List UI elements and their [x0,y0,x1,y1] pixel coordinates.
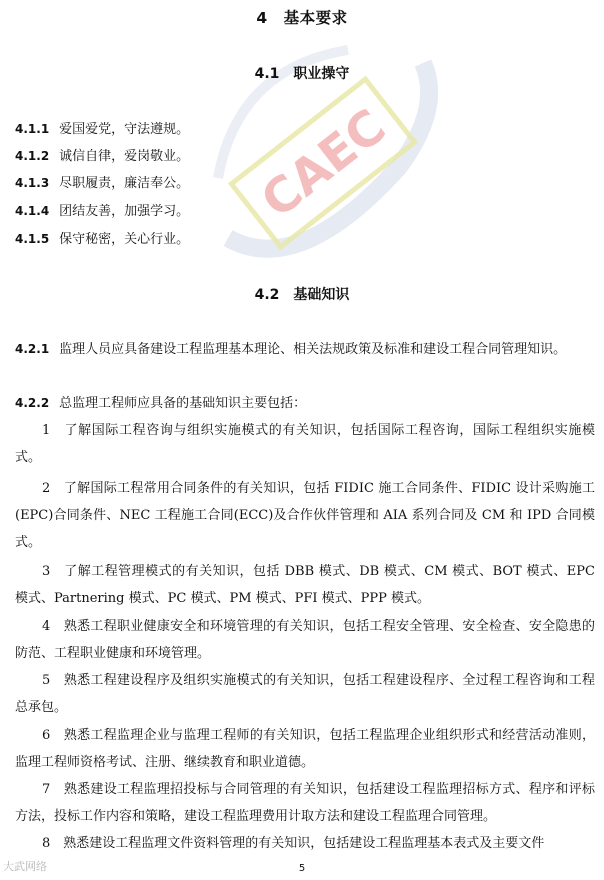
clause-number: 4.1.5 [15,232,50,246]
clause-4-1-2 [15,148,189,165]
clause-number: 4.2.1 [15,342,50,356]
logo-text: 大武网络 [3,860,47,873]
chapter-title: 4 基本要求 [256,9,348,27]
knowledge-item-1: 1 了解国际工程咨询与组织实施模式的有关知识，包括国际工程咨询，国际工程组织实施模式。 [15,423,595,465]
clause-4-2-2 [15,390,595,417]
knowledge-item-4: 4 熟悉工程职业健康安全和环境管理的有关知识，包括工程安全管理、安全检查、安全隐患的防范、工程职业健康和环境管理。 [15,619,595,661]
knowledge-item-6: 6 熟悉工程监理企业与监理工程师的有关知识，包括工程监理企业组织形式和经营活动准则，监理工程师资格考试、注册、继续教育和职业道德。 [15,728,595,770]
clause-text: 总监理工程师应具备的基础知识主要包括： [59,396,307,411]
knowledge-item-3: 3 了解工程管理模式的有关知识，包括 DBB 模式、DB 模式、CM 模式、BOT 模式、EPC 模式、Partnering 模式、PC 模式、PM 模式、PFI 模式、PPP 模式。 [15,564,595,606]
clause-text: 团结友善，加强学习。 [59,204,190,219]
clause-text: 诚信自律，爱岗敬业。 [59,149,190,164]
clause-4-1-3 [15,175,189,192]
section-heading-ethics: 4.1 职业操守 [254,66,350,82]
clause-number: 4.1.4 [15,204,50,218]
knowledge-item-2: 2 了解国际工程常用合同条件的有关知识，包括 FIDIC 施工合同条件、FIDIC 设计采购施工(EPC)合同条件、NEC 工程施工合同(ECC)及合作伙伴管理和 AIA 系列合同及 CM 和 IPD 合同模式。 [15,481,595,550]
page-number: 5 [298,863,306,874]
clause-text: 爱国爱党，守法遵规。 [59,122,190,137]
section-heading-knowledge: 4.2 基础知识 [254,287,350,303]
clause-number: 4.2.2 [15,396,50,410]
clause-4-1-4 [15,203,189,220]
clause-text: 监理人员应具备建设工程监理基本理论、相关法规政策及标准和建设工程合同管理知识。 [59,342,567,357]
clause-number: 4.1.1 [15,122,50,136]
clause-4-1-1 [15,121,189,138]
clause-number: 4.1.2 [15,149,50,163]
clause-4-2-1 [15,336,595,363]
watermark-text: CAEC [251,98,397,230]
clause-text: 尽职履责，廉洁奉公。 [59,176,190,191]
clause-4-1-5 [15,231,189,248]
knowledge-item-7: 7 熟悉建设工程监理招投标与合同管理的有关知识，包括建设工程监理招标方式、程序和评标方法，投标工作内容和策略，建设工程监理费用计取方法和建设工程监理合同管理。 [15,782,595,824]
knowledge-item-8: 8 熟悉建设工程监理文件资料管理的有关知识，包括建设工程监理基本表式及主要文件 [42,836,545,851]
knowledge-item-5: 5 熟悉工程建设程序及组织实施模式的有关知识，包括工程建设程序、全过程工程咨询和工程总承包。 [15,673,595,715]
clause-number: 4.1.3 [15,176,50,190]
clause-text: 保守秘密，关心行业。 [59,232,190,247]
